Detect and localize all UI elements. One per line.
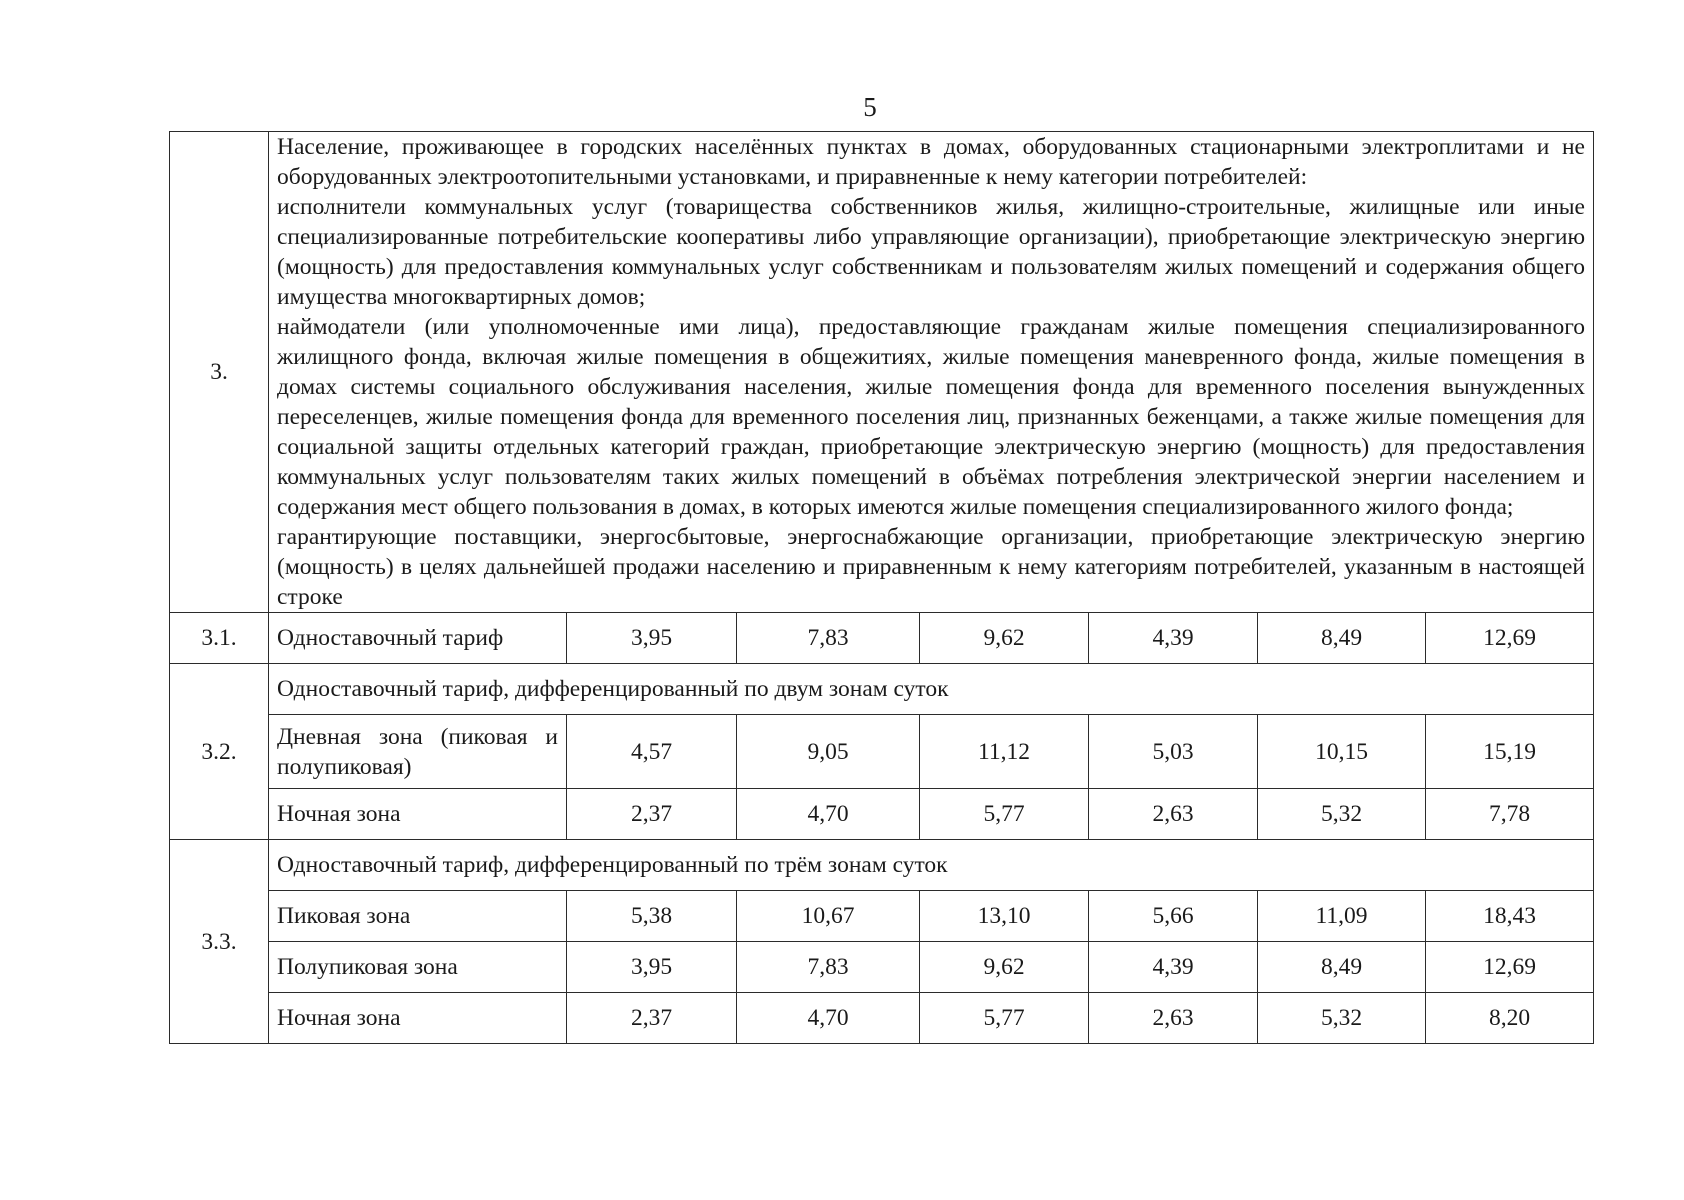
tariff-value: 13,10 <box>920 891 1089 942</box>
tariff-value: 5,77 <box>920 789 1089 840</box>
tariff-value: 2,63 <box>1089 789 1258 840</box>
table-row <box>170 993 1594 1044</box>
tariff-value: 11,09 <box>1258 891 1426 942</box>
tariff-value: 10,15 <box>1258 715 1426 789</box>
tariff-value: 9,62 <box>920 613 1089 664</box>
table-row <box>170 613 1594 664</box>
tariff-value: 4,70 <box>737 993 920 1044</box>
description-paragraph: Население, проживающее в городских населённых пунктах в домах, оборудованных стационарными электроплитами и не оборудованных электроотопительными установками, и приравненные к нему категории потребителей: <box>277 134 1585 190</box>
description-paragraph: наймодатели (или уполномоченные ими лица), предоставляющие гражданам жилые помещения специализированного жилищного фонда, включая жилые помещения в общежитиях, жилые помещения маневренного фонда, жилые помещения в домах системы социального обслуживания населения, жилые помещения фонда для временного поселения вынужденных переселенцев, жилые помещения фонда для временного поселения лиц, признанных беженцами, а также жилые помещения для социальной защиты отдельных категорий граждан, приобретающие электрическую энергию (мощность) для предоставления коммунальных услуг пользователям таких жилых помещений в объёмах потребления электрической энергии населением и содержания мест общего пользования в домах, в которых имеются жилые помещения специализированного жилого фонда; <box>277 314 1585 520</box>
row-number: 3.1. <box>170 613 269 664</box>
tariff-label: Пиковая зона <box>269 891 567 942</box>
table-row <box>170 789 1594 840</box>
tariff-value: 5,32 <box>1258 789 1426 840</box>
tariff-value: 7,83 <box>737 942 920 993</box>
tariff-label: Одноставочный тариф <box>269 613 567 664</box>
tariff-label: Полупиковая зона <box>269 942 567 993</box>
tariff-value: 5,77 <box>920 993 1089 1044</box>
tariff-value: 5,03 <box>1089 715 1258 789</box>
tariff-group-header: Одноставочный тариф, дифференцированный по двум зонам суток <box>269 664 1594 715</box>
tariff-value: 5,32 <box>1258 993 1426 1044</box>
table-row <box>170 942 1594 993</box>
tariff-value: 9,62 <box>920 942 1089 993</box>
table-row <box>170 891 1594 942</box>
tariff-value: 11,12 <box>920 715 1089 789</box>
tariff-value: 8,20 <box>1426 993 1594 1044</box>
page-number: 5 <box>863 92 877 122</box>
tariff-label: Дневная зона (пиковая и полупиковая) <box>269 715 567 789</box>
tariff-value: 4,70 <box>737 789 920 840</box>
tariff-value: 5,66 <box>1089 891 1258 942</box>
tariff-value: 3,95 <box>567 942 737 993</box>
tariff-value: 2,37 <box>567 789 737 840</box>
tariff-value: 4,57 <box>567 715 737 789</box>
tariff-value: 3,95 <box>567 613 737 664</box>
row-number: 3.2. <box>170 664 269 840</box>
tariff-value: 10,67 <box>737 891 920 942</box>
category-description <box>269 132 1594 613</box>
tariff-table <box>169 131 1594 1044</box>
row-number: 3.3. <box>170 840 269 1044</box>
row-number: 3. <box>170 132 269 613</box>
tariff-value: 5,38 <box>567 891 737 942</box>
tariff-label: Ночная зона <box>269 789 567 840</box>
table-row <box>170 664 1594 715</box>
tariff-group-header: Одноставочный тариф, дифференцированный по трём зонам суток <box>269 840 1594 891</box>
tariff-value: 8,49 <box>1258 942 1426 993</box>
tariff-value: 12,69 <box>1426 942 1594 993</box>
tariff-value: 2,37 <box>567 993 737 1044</box>
tariff-value: 7,83 <box>737 613 920 664</box>
description-paragraph: гарантирующие поставщики, энергосбытовые, энергоснабжающие организации, приобретающие электрическую энергию (мощность) в целях дальнейшей продажи населению и приравненным к нему категориям потребителей, указанным в настоящей строке <box>277 524 1585 610</box>
tariff-value: 12,69 <box>1426 613 1594 664</box>
table-row <box>170 715 1594 789</box>
tariff-value: 2,63 <box>1089 993 1258 1044</box>
tariff-value: 15,19 <box>1426 715 1594 789</box>
tariff-label: Ночная зона <box>269 993 567 1044</box>
tariff-value: 18,43 <box>1426 891 1594 942</box>
tariff-value: 9,05 <box>737 715 920 789</box>
table-row <box>170 840 1594 891</box>
table-row <box>170 132 1594 613</box>
tariff-value: 7,78 <box>1426 789 1594 840</box>
description-paragraph: исполнители коммунальных услуг (товарищества собственников жилья, жилищно-строительные, жилищные или иные специализированные потребительские кооперативы либо управляющие организации), приобретающие электрическую энергию (мощность) для предоставления коммунальных услуг собственникам и пользователям жилых помещений и содержания общего имущества многоквартирных домов; <box>277 194 1585 310</box>
tariff-value: 8,49 <box>1258 613 1426 664</box>
tariff-value: 4,39 <box>1089 613 1258 664</box>
tariff-value: 4,39 <box>1089 942 1258 993</box>
